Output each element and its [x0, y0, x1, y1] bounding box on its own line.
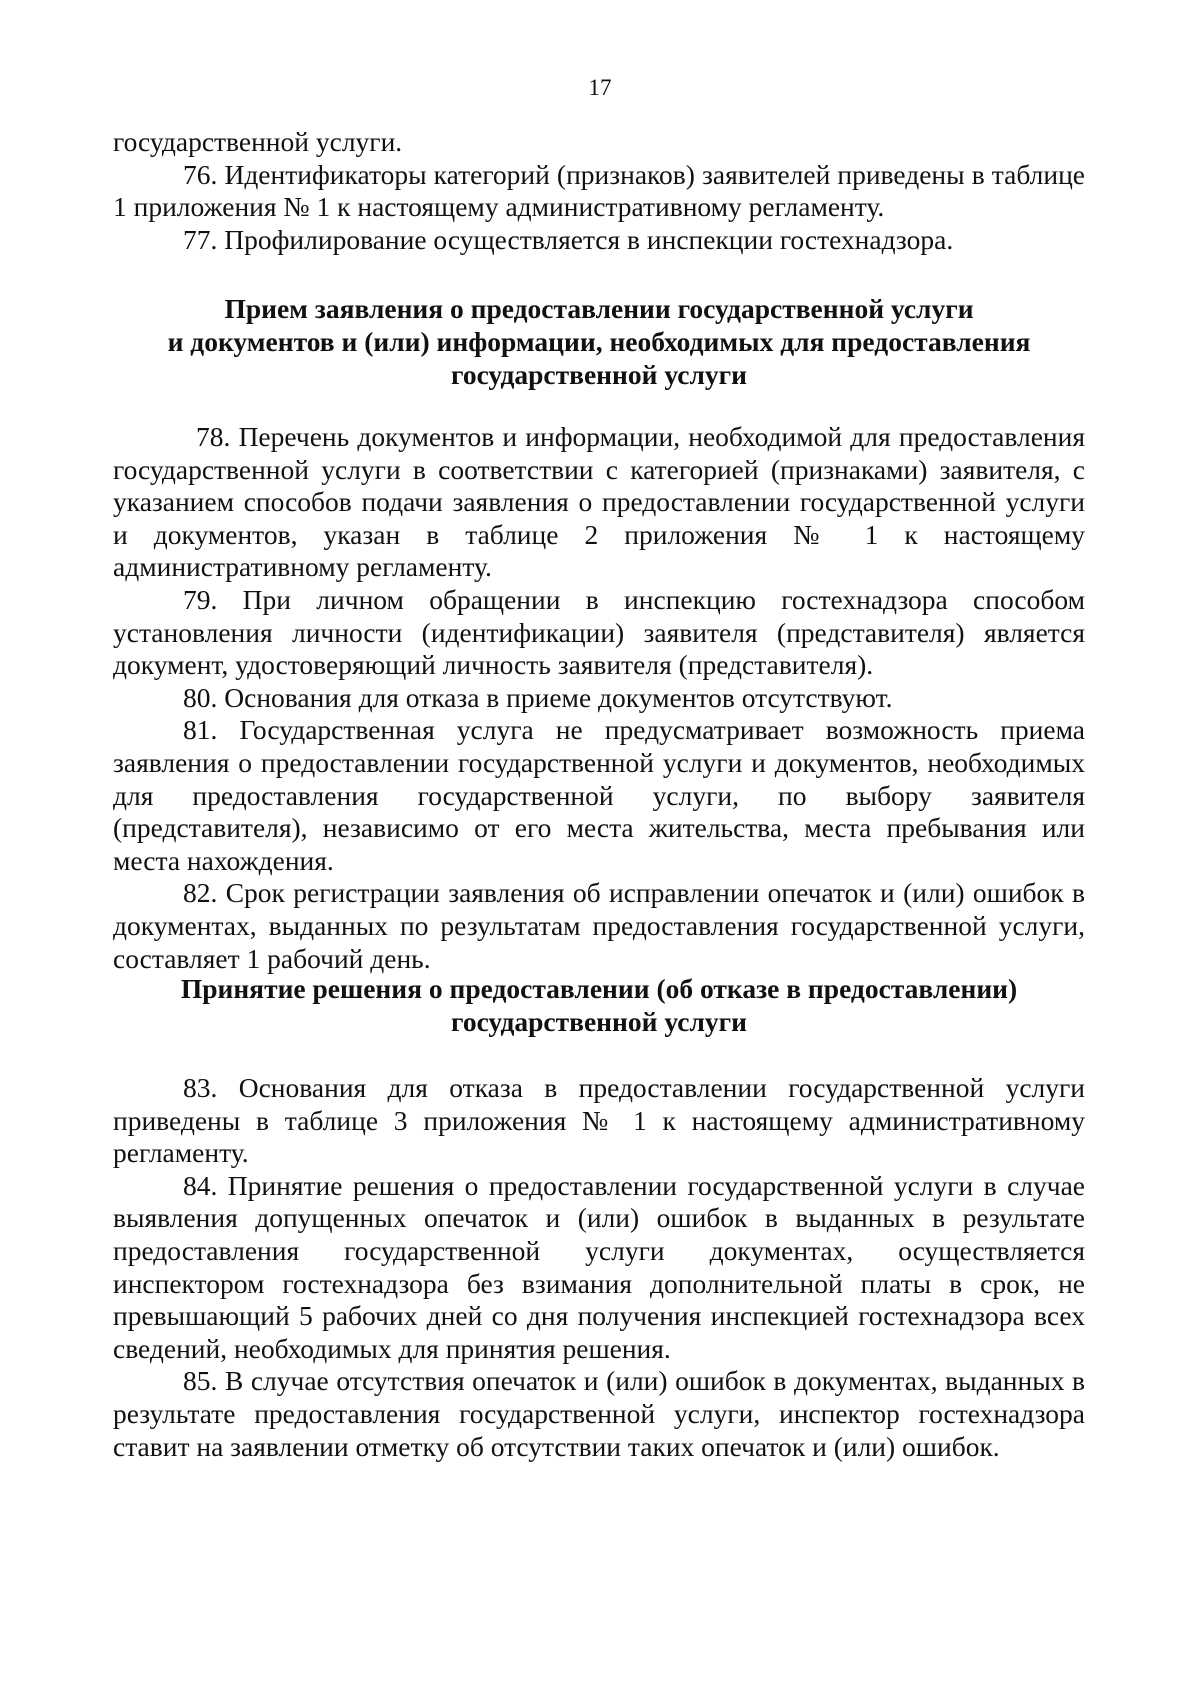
paragraph-80: 80. Основания для отказа в приеме документов отсутствуют. — [183, 681, 893, 713]
heading-line: государственной услуги — [451, 1006, 747, 1037]
section-heading-application-intake — [113, 292, 1085, 391]
paragraph-79: 79. При личном обращении в инспекцию гостехнадзора способом установления личности (идентификации) заявителя (представителя) является документ, удостоверяющий личность заявителя (представителя). — [113, 583, 1085, 681]
paragraph-83: 83. Основания для отказа в предоставлении государственной услуги приведены в таблице 3 приложения № 1 к настоящему административному регламенту. — [113, 1072, 1085, 1169]
paragraph-82: 82. Срок регистрации заявления об исправлении опечаток и (или) ошибок в документах, выданных по результатам предоставления государственной услуги, составляет 1 рабочий день. — [113, 877, 1085, 974]
text-block-decision — [113, 1072, 1085, 1463]
heading-line: и документов и (или) информации, необходимых для предоставления — [167, 326, 1031, 357]
paragraph-85: 85. В случае отсутствия опечаток и (или) ошибок в документах, выданных в результате предоставления государственной услуги, инспектор гостехнадзора ставит на заявлении отметку об отсутствии таких опечаток и (или) ошибок. — [113, 1365, 1085, 1462]
paragraph-81: 81. Государственная услуга не предусматривает возможность приема заявления о предоставлении государственной услуги и документов, необходимых для предоставления государственной услуги, по выбору заявителя (представителя), независимо от его места жительства, места пребывания или места нахождения. — [113, 714, 1085, 876]
paragraph-84: 84. Принятие решения о предоставлении государственной услуги в случае выявления допущенных опечаток и (или) ошибок в выданных в результате предоставления государственной услуги документах, осуществляется инспектором гостехнадзора без взимания дополнительной платы в срок, не превышающий 5 рабочих дней со дня получения инспекцией гостехнадзора всех сведений, необходимых для принятия решения. — [113, 1169, 1085, 1364]
page-number: 17 — [588, 75, 612, 100]
section-heading-decision — [113, 972, 1085, 1038]
text-block-intro — [113, 126, 1085, 256]
paragraph-continuation: государственной услуги. — [113, 126, 403, 157]
heading-line: Прием заявления о предоставлении государственной услуги — [224, 293, 974, 324]
paragraph-78: 78. Перечень документов и информации, необходимой для предоставления государственной услуги в соответствии с категорией (признаками) заявителя, с указанием способов подачи заявления о предоставлении государственной услуги и документов, указан в таблице 2 приложения № 1 к настоящему административному регламенту. — [113, 421, 1085, 583]
heading-line: государственной услуги — [451, 359, 747, 390]
paragraph-77: 77. Профилирование осуществляется в инспекции гостехнадзора. — [183, 223, 954, 255]
heading-line: Принятие решения о предоставлении (об отказе в предоставлении) — [180, 973, 1018, 1004]
paragraph-76: 76. Идентификаторы категорий (признаков) заявителей приведены в таблице 1 приложения № 1 к настоящему административному регламенту. — [113, 158, 1085, 223]
text-block-application-intake — [113, 421, 1085, 975]
